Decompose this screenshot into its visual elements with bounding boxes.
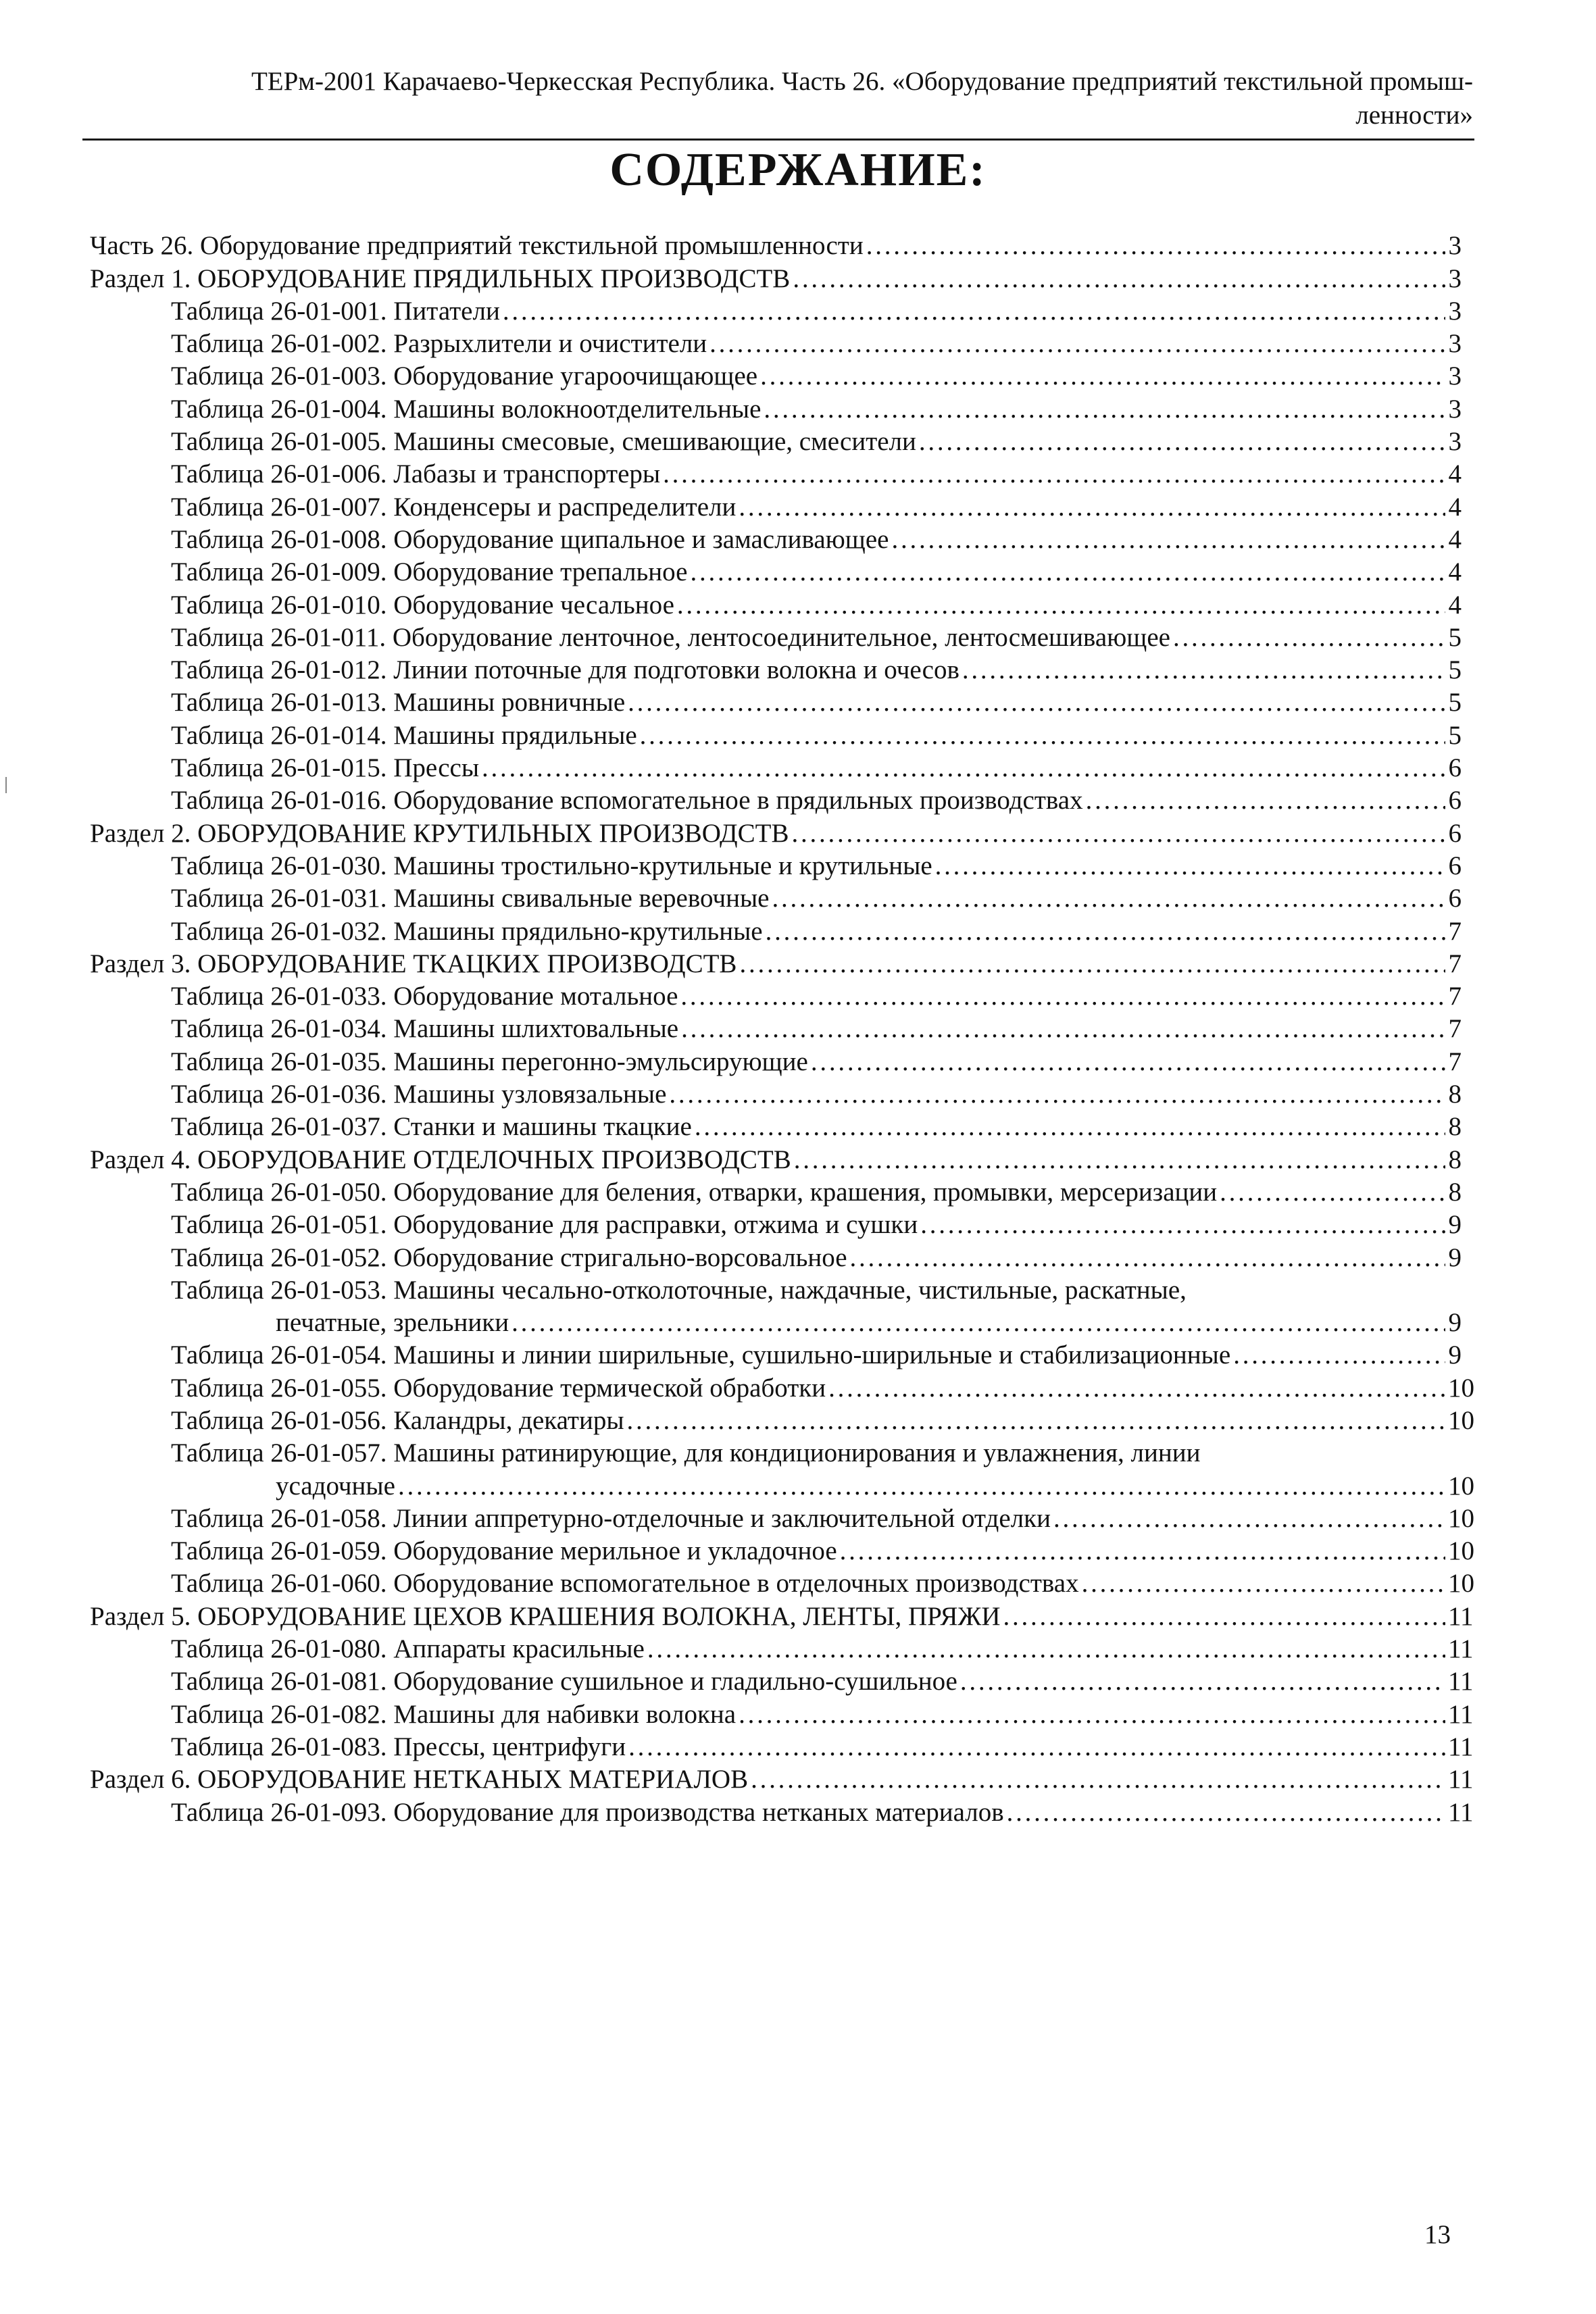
- dot-leader: [794, 1144, 1445, 1176]
- dot-leader: [1173, 622, 1445, 654]
- toc-entry-text: Таблица 26-01-053. Машины чесально-отколоточные, наждачные, чистильные, раскатные,: [171, 1275, 1187, 1305]
- toc-page-number: 8: [1448, 1080, 1462, 1109]
- toc-entry-text: Таблица 26-01-016. Оборудование вспомогательное в прядильных производствах: [171, 786, 1083, 815]
- toc-page-number: 9: [1448, 1242, 1462, 1272]
- toc-table-entry: [90, 1372, 1474, 1404]
- toc-entry-text: Таблица 26-01-001. Питатели: [171, 296, 500, 326]
- toc-section-entry: [90, 948, 1462, 980]
- toc-table-entry: [90, 686, 1462, 719]
- toc-table-entry: [90, 491, 1462, 523]
- toc-table-entry: [90, 915, 1462, 947]
- dot-leader: [791, 818, 1445, 850]
- toc-page-number: 9: [1448, 1308, 1462, 1338]
- toc-entry-text: печатные, зрельники: [276, 1308, 509, 1338]
- toc-page-number: 5: [1448, 622, 1462, 652]
- toc-table-entry: [90, 882, 1462, 915]
- toc-table-entry: [90, 980, 1462, 1013]
- toc-entry-text: усадочные: [276, 1471, 395, 1501]
- dot-leader: [512, 1307, 1445, 1339]
- toc-table-entry: [90, 1405, 1474, 1437]
- toc-page-number: 3: [1448, 296, 1462, 326]
- toc-table-entry: [90, 1535, 1474, 1567]
- toc-entry-text: Таблица 26-01-032. Машины прядильно-крутильные: [171, 916, 763, 946]
- toc-table-entry: [90, 524, 1462, 556]
- toc-entry-text: Таблица 26-01-054. Машины и линии ширильные, сушильно-ширильные и стабилизационные: [171, 1340, 1231, 1370]
- toc-page-number: 4: [1448, 524, 1462, 554]
- dot-leader: [840, 1535, 1445, 1567]
- toc-table-entry: [90, 622, 1462, 654]
- toc-entry-text: Таблица 26-01-002. Разрыхлители и очистители: [171, 329, 707, 359]
- toc-table-entry: [90, 458, 1462, 491]
- toc-section-entry: [90, 262, 1462, 295]
- dot-leader: [663, 458, 1445, 491]
- toc-page-number: 6: [1448, 753, 1462, 783]
- toc-table-entry: [90, 426, 1462, 458]
- toc-entry-text: Таблица 26-01-009. Оборудование трепальное: [171, 557, 688, 587]
- toc-section-entry: [90, 1600, 1474, 1632]
- toc-section-entry: [90, 1143, 1462, 1176]
- toc-table-entry: [90, 1013, 1462, 1045]
- toc-entry-text: Таблица 26-01-056. Каландры, декатиры: [171, 1405, 624, 1435]
- dot-leader: [503, 295, 1445, 328]
- toc-entry-text: Таблица 26-01-055. Оборудование термической обработки: [171, 1373, 826, 1403]
- toc-table-entry: [90, 328, 1462, 360]
- toc-table-entry: [90, 393, 1462, 425]
- toc-page-number: 11: [1448, 1699, 1474, 1729]
- toc-table-entry: [90, 1731, 1474, 1763]
- dot-leader: [920, 1209, 1445, 1241]
- toc-table-entry: [90, 1176, 1462, 1209]
- dot-leader: [760, 360, 1445, 393]
- toc-table-entry: [90, 1796, 1474, 1828]
- dot-leader: [1086, 784, 1445, 817]
- toc-entry-text: Таблица 26-01-014. Машины прядильные: [171, 720, 637, 750]
- toc-entry-text: Таблица 26-01-060. Оборудование вспомогательное в отделочных производствах: [171, 1569, 1079, 1599]
- toc-page-number: 10: [1448, 1503, 1474, 1533]
- toc-table-entry: [90, 1665, 1474, 1698]
- toc-page-number: 7: [1448, 916, 1462, 946]
- dot-leader: [919, 426, 1445, 458]
- dot-leader: [690, 556, 1445, 588]
- dot-leader: [669, 1078, 1445, 1111]
- toc-entry-text: Таблица 26-01-004. Машины волокноотделительные: [171, 394, 762, 424]
- toc-entry-text: Часть 26. Оборудование предприятий текстильной промышленности: [90, 231, 864, 261]
- toc-table-entry: [90, 654, 1462, 686]
- toc-page-number: 8: [1448, 1177, 1462, 1207]
- toc-table-entry: [90, 1045, 1462, 1078]
- dot-leader: [1007, 1796, 1445, 1829]
- dot-leader: [962, 654, 1445, 686]
- dot-leader: [640, 720, 1445, 752]
- scan-artifact: [5, 777, 7, 793]
- toc-section-entry: [90, 230, 1462, 262]
- dot-leader: [960, 1665, 1445, 1698]
- dot-leader: [793, 263, 1445, 295]
- toc-entry-text: Таблица 26-01-003. Оборудование угароочищающее: [171, 361, 758, 391]
- toc-entry-text: Таблица 26-01-011. Оборудование ленточное, лентосоединительное, лентосмешивающее: [171, 622, 1170, 652]
- toc-page-number: 11: [1448, 1797, 1474, 1827]
- toc-entry-text: Таблица 26-01-050. Оборудование для беления, отварки, крашения, промывки, мерсеризации: [171, 1177, 1218, 1207]
- toc-page-number: 5: [1448, 688, 1462, 718]
- dot-leader: [739, 948, 1445, 980]
- toc-entry-text: Таблица 26-01-081. Оборудование сушильное и гладильно-сушильное: [171, 1667, 957, 1696]
- toc-entry-text: Раздел 1. ОБОРУДОВАНИЕ ПРЯДИЛЬНЫХ ПРОИЗВОДСТВ: [90, 263, 791, 293]
- toc-page-number: 8: [1448, 1145, 1462, 1174]
- toc-entry-text: Таблица 26-01-034. Машины шлихтовальные: [171, 1014, 679, 1044]
- toc-entry-text: Таблица 26-01-008. Оборудование щипальное и замасливающее: [171, 524, 889, 554]
- toc-table-entry: [90, 1339, 1462, 1372]
- toc-page-number: 10: [1448, 1569, 1474, 1599]
- dot-leader: [828, 1372, 1445, 1405]
- toc-entry-text: Раздел 6. ОБОРУДОВАНИЕ НЕТКАНЫХ МАТЕРИАЛОВ: [90, 1765, 749, 1794]
- dot-leader: [766, 915, 1445, 948]
- toc-page-number: 10: [1448, 1471, 1474, 1501]
- toc-table-entry: [90, 1567, 1474, 1600]
- toc-table-entry: [90, 295, 1462, 328]
- toc-page-number: 7: [1448, 1014, 1462, 1044]
- toc-entry-text: Раздел 2. ОБОРУДОВАНИЕ КРУТИЛЬНЫХ ПРОИЗВОДСТВ: [90, 818, 789, 848]
- toc-page-number: 3: [1448, 361, 1462, 391]
- dot-leader: [1053, 1503, 1445, 1535]
- toc-entry-text: Таблица 26-01-080. Аппараты красильные: [171, 1634, 645, 1664]
- dot-leader: [1220, 1176, 1445, 1209]
- dot-leader: [1233, 1339, 1445, 1372]
- toc-table-entry: [90, 556, 1462, 588]
- toc-page-number: 4: [1448, 590, 1462, 620]
- toc-entry-text: Таблица 26-01-082. Машины для набивки волокна: [171, 1699, 737, 1729]
- toc-entry-text: Таблица 26-01-083. Прессы, центрифуги: [171, 1732, 626, 1761]
- table-of-contents: [90, 230, 1474, 1829]
- toc-page-number: 3: [1448, 329, 1462, 359]
- toc-page-number: 4: [1448, 557, 1462, 587]
- dot-leader: [739, 1699, 1445, 1731]
- toc-entry-text: Таблица 26-01-030. Машины тростильно-крутильные и крутильные: [171, 851, 932, 880]
- toc-page-number: 11: [1448, 1732, 1474, 1761]
- dot-leader: [628, 686, 1445, 719]
- toc-table-entry: [90, 1698, 1474, 1730]
- dot-leader: [628, 1731, 1445, 1763]
- header-line-1: ТЕРм-2001 Карачаево-Черкесская Республика. Часть 26. «Оборудование предприятий текстильной промыш-: [251, 67, 1473, 96]
- toc-page-number: 8: [1448, 1112, 1462, 1142]
- toc-entry-text: Раздел 5. ОБОРУДОВАНИЕ ЦЕХОВ КРАШЕНИЯ ВОЛОКНА, ЛЕНТЫ, ПРЯЖИ: [90, 1601, 1001, 1631]
- toc-table-entry: [90, 1274, 1462, 1307]
- toc-entry-text: Таблица 26-01-007. Конденсеры и распределители: [171, 492, 737, 522]
- toc-page-number: 4: [1448, 459, 1462, 489]
- toc-entry-text: Таблица 26-01-058. Линии аппретурно-отделочные и заключительной отделки: [171, 1503, 1051, 1533]
- toc-entry-text: Таблица 26-01-036. Машины узловязальные: [171, 1080, 667, 1109]
- dot-leader: [891, 524, 1445, 556]
- toc-page-number: 7: [1448, 949, 1462, 978]
- toc-page-number: 9: [1448, 1340, 1462, 1370]
- toc-table-entry: [90, 1469, 1474, 1502]
- toc-entry-text: Таблица 26-01-013. Машины ровничные: [171, 688, 626, 718]
- toc-page-number: 7: [1448, 1047, 1462, 1076]
- toc-table-entry: [90, 850, 1462, 882]
- header-rule: [82, 139, 1474, 141]
- dot-leader: [850, 1242, 1445, 1274]
- toc-page-number: 6: [1448, 884, 1462, 913]
- dot-leader: [935, 850, 1445, 882]
- dot-leader: [398, 1470, 1445, 1503]
- dot-leader: [677, 589, 1445, 622]
- running-header: [88, 65, 1473, 132]
- toc-entry-text: Таблица 26-01-006. Лабазы и транспортеры: [171, 459, 661, 489]
- toc-table-entry: [90, 1633, 1474, 1665]
- toc-table-entry: [90, 1078, 1462, 1111]
- toc-section-entry: [90, 1763, 1474, 1796]
- dot-leader: [695, 1111, 1445, 1143]
- toc-entry-text: Раздел 4. ОБОРУДОВАНИЕ ОТДЕЛОЧНЫХ ПРОИЗВОДСТВ: [90, 1145, 791, 1174]
- toc-page-number: 10: [1448, 1373, 1474, 1403]
- toc-entry-text: Таблица 26-01-052. Оборудование стригально-ворсовальное: [171, 1242, 847, 1272]
- toc-entry-text: Таблица 26-01-059. Оборудование мерильное и укладочное: [171, 1536, 837, 1566]
- toc-section-entry: [90, 817, 1462, 849]
- toc-entry-text: Таблица 26-01-051. Оборудование для расправки, отжима и сушки: [171, 1210, 918, 1240]
- dot-leader: [680, 980, 1445, 1013]
- dot-leader: [681, 1013, 1445, 1045]
- toc-entry-text: Таблица 26-01-015. Прессы: [171, 753, 480, 783]
- toc-page-number: 11: [1448, 1765, 1474, 1794]
- toc-page-number: 6: [1448, 851, 1462, 880]
- toc-table-entry: [90, 1503, 1474, 1535]
- toc-page-number: 3: [1448, 427, 1462, 457]
- toc-entry-text: Таблица 26-01-010. Оборудование чесальное: [171, 590, 674, 620]
- dot-leader: [709, 328, 1445, 360]
- dot-leader: [627, 1405, 1445, 1437]
- toc-entry-text: Таблица 26-01-012. Линии поточные для подготовки волокна и очесов: [171, 655, 959, 685]
- toc-page-number: 3: [1448, 394, 1462, 424]
- toc-page-number: 11: [1448, 1667, 1474, 1696]
- dot-leader: [751, 1763, 1445, 1796]
- toc-table-entry: [90, 1209, 1462, 1241]
- page-number: 13: [1424, 2220, 1451, 2249]
- dot-leader: [811, 1046, 1445, 1078]
- toc-entry-text: Таблица 26-01-037. Станки и машины ткацкие: [171, 1112, 692, 1142]
- toc-page-number: 10: [1448, 1405, 1474, 1435]
- toc-table-entry: [90, 360, 1462, 393]
- dot-leader: [647, 1633, 1445, 1665]
- toc-page-number: 6: [1448, 786, 1462, 815]
- toc-page-number: 3: [1448, 231, 1462, 261]
- dot-leader: [739, 491, 1445, 524]
- toc-page-number: 5: [1448, 655, 1462, 685]
- dot-leader: [772, 882, 1445, 915]
- toc-entry-text: Таблица 26-01-035. Машины перегонно-эмульсирующие: [171, 1047, 808, 1076]
- toc-table-entry: [90, 1437, 1462, 1469]
- toc-page-number: 9: [1448, 1210, 1462, 1240]
- toc-table-entry: [90, 1111, 1462, 1143]
- header-line-2: ленности»: [1355, 101, 1473, 130]
- toc-table-entry: [90, 1241, 1462, 1274]
- toc-table-entry: [90, 588, 1462, 621]
- toc-page-number: 11: [1448, 1601, 1474, 1631]
- dot-leader: [866, 230, 1445, 262]
- toc-page-number: 3: [1448, 263, 1462, 293]
- toc-entry-text: Таблица 26-01-031. Машины свивальные веревочные: [171, 884, 770, 913]
- toc-page-number: 4: [1448, 492, 1462, 522]
- dot-leader: [1082, 1567, 1445, 1600]
- toc-entry-text: Таблица 26-01-033. Оборудование мотальное: [171, 982, 678, 1011]
- page-title: СОДЕРЖАНИЕ:: [609, 144, 987, 196]
- toc-entry-text: Таблица 26-01-057. Машины ратинирующие, для кондиционирования и увлажнения, линии: [171, 1438, 1201, 1468]
- toc-entry-text: Таблица 26-01-005. Машины смесовые, смешивающие, смесители: [171, 427, 916, 457]
- toc-table-entry: [90, 719, 1462, 751]
- toc-entry-text: Таблица 26-01-093. Оборудование для производства нетканых материалов: [171, 1797, 1004, 1827]
- toc-table-entry: [90, 1307, 1462, 1339]
- toc-page-number: 6: [1448, 818, 1462, 848]
- toc-entry-text: Раздел 3. ОБОРУДОВАНИЕ ТКАЦКИХ ПРОИЗВОДСТВ: [90, 949, 737, 978]
- dot-leader: [764, 393, 1445, 426]
- dot-leader: [1003, 1601, 1445, 1633]
- dot-leader: [482, 752, 1445, 784]
- toc-page-number: 5: [1448, 720, 1462, 750]
- toc-page-number: 11: [1448, 1634, 1474, 1664]
- toc-page-number: 10: [1448, 1536, 1474, 1566]
- toc-table-entry: [90, 752, 1462, 784]
- toc-table-entry: [90, 784, 1462, 817]
- toc-page-number: 7: [1448, 982, 1462, 1011]
